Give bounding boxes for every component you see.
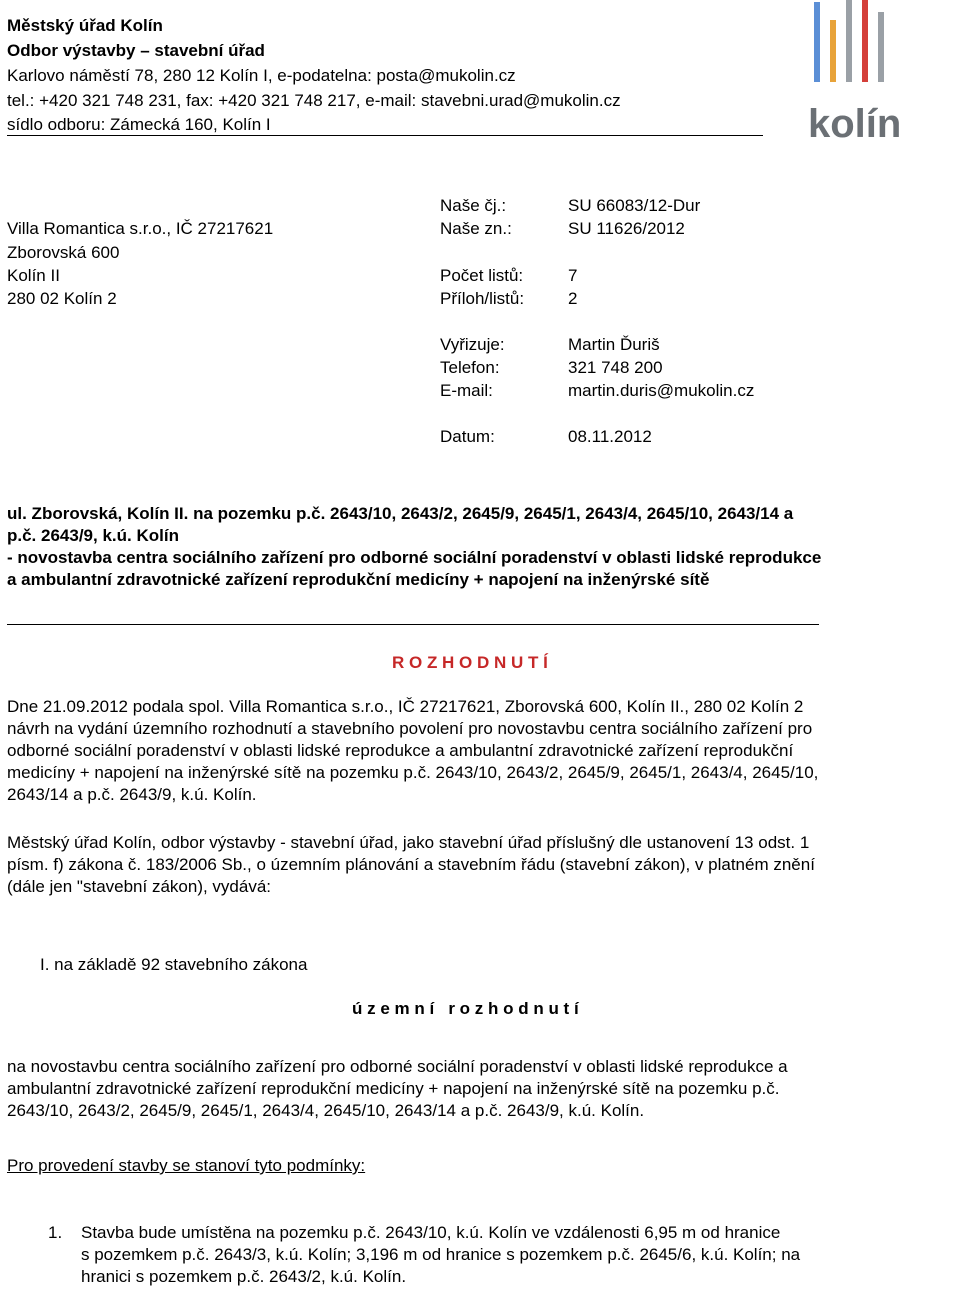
text-line: Stavba bude umístěna na pozemku p.č. 2643/10, k.ú. Kolín ve vzdálenosti 6,95 m od hranice [81,1223,781,1242]
text-line: odborné sociální poradenství v oblasti lidské reprodukce a ambulantní zdravotnické zařízení reprodukční [7,741,794,760]
sheet-count-value: 7 [568,266,578,285]
condition-item-1 [81,1222,957,1288]
header-rule [7,135,763,136]
text-line: na novostavbu centra sociálního zařízení pro odborné sociální poradenství v oblasti lidské reprodukce a [7,1057,788,1076]
department-name: Odbor výstavby – stavební úřad [7,41,265,60]
text-line: 2643/10, 2643/2, 2645/9, 2645/1, 2643/4, 2645/10, 2643/14 a p.č. 2643/9, k.ú. Kolín. [7,1101,645,1120]
subject-rule [7,624,819,625]
subject-line: - novostavba centra sociálního zařízení pro odborné sociální poradenství v oblasti lidské reprodukce [7,548,822,567]
attachments-label: Příloh/listů: [440,289,525,308]
conditions-heading: Pro provedení stavby se stanoví tyto podmínky: [7,1156,366,1175]
office-name: Městský úřad Kolín [7,16,163,35]
text-line: 2643/14 a p.č. 2643/9, k.ú. Kolín. [7,785,257,804]
text-line: medicíny + napojení na inženýrské sítě na pozemku p.č. 2643/10, 2643/2, 2645/9, 2645/1, 2643/4, 2645/10, [7,763,819,782]
cj-label: Naše čj.: [440,196,507,215]
cj-value: SU 66083/12-Dur [568,196,701,215]
paragraph-authority [7,832,957,898]
kolin-logo [808,2,908,152]
date-label: Datum: [440,427,495,446]
handler-label: Vyřizuje: [440,335,505,354]
logo-bar-orange [830,20,836,82]
recipient-street: Zborovská 600 [7,243,120,262]
text-line: ambulantní zdravotnické zařízení reprodukční medicíny + napojení na inženýrské sítě na pozemku p.č. [7,1079,780,1098]
zn-label: Naše zn.: [440,219,512,238]
email-value: martin.duris@mukolin.cz [568,381,755,400]
phone-value: 321 748 200 [568,358,663,377]
subject-block [7,503,959,591]
subject-line: p.č. 2643/9, k.ú. Kolín [7,526,179,545]
text-line: písm. f) zákona č. 183/2006 Sb., o územním plánování a stavebním řádu (stavební zákon), v platném znění [7,855,815,874]
email-label: E-mail: [440,381,493,400]
phone-label: Telefon: [440,358,500,377]
date-value: 08.11.2012 [568,427,652,446]
text-line: s pozemkem p.č. 2643/3, k.ú. Kolín; 3,196 m od hranice s pozemkem p.č. 2645/6, k.ú. Kolín; na [81,1245,801,1264]
zoning-decision-title: ú z e m n í r o z h o d n u t í [352,999,579,1018]
text-line: Dne 21.09.2012 podala spol. Villa Romantica s.r.o., IČ 27217621, Zborovská 600, Kolín II., 280 02 Kolín 2 [7,697,804,716]
text-line: Městský úřad Kolín, odbor výstavby - stavební úřad, jako stavební úřad příslušný dle ustanovení 13 odst. 1 [7,833,810,852]
attachments-value: 2 [568,289,578,308]
section-title: I. na základě 92 stavebního zákona [40,955,308,974]
logo-bar-red [862,0,868,82]
subject-line: a ambulantní zdravotnické zařízení reprodukční medicíny + napojení na inženýrské sítě [7,570,710,589]
text-line: hranici s pozemkem p.č. 2643/2, k.ú. Kolín. [81,1267,407,1286]
office-contacts: tel.: +420 321 748 231, fax: +420 321 748 217, e-mail: stavebni.urad@mukolin.cz [7,91,621,110]
sheet-count-label: Počet listů: [440,266,524,285]
logo-bar-gray-2 [878,12,884,82]
text-line: návrh na vydání územního rozhodnutí a stavebního povolení pro novostavbu centra sociálního zařízení pro [7,719,813,738]
decision-heading: R O Z H O D N U T Í [392,653,548,672]
office-seat: sídlo odboru: Zámecká 160, Kolín I [7,115,271,134]
text-line: (dále jen "stavební zákon), vydává: [7,877,272,896]
paragraph-application [7,696,957,806]
recipient-city: Kolín II [7,266,60,285]
office-address: Karlovo náměstí 78, 280 12 Kolín I, e-podatelna: posta@mukolin.cz [7,66,516,85]
recipient-company: Villa Romantica s.r.o., IČ 27217621 [7,219,274,238]
logo-bar-gray [846,0,852,82]
paragraph-decision [7,1056,957,1122]
recipient-postal: 280 02 Kolín 2 [7,289,117,308]
logo-text: kolín [808,102,902,146]
item-number: 1. [48,1223,63,1242]
handler-value: Martin Ďuriš [568,335,660,354]
zn-value: SU 11626/2012 [568,219,685,238]
subject-line: ul. Zborovská, Kolín II. na pozemku p.č. 2643/10, 2643/2, 2645/9, 2645/1, 2643/4, 2645/10, 2643/14 a [7,504,794,523]
logo-bar-blue [814,2,820,82]
